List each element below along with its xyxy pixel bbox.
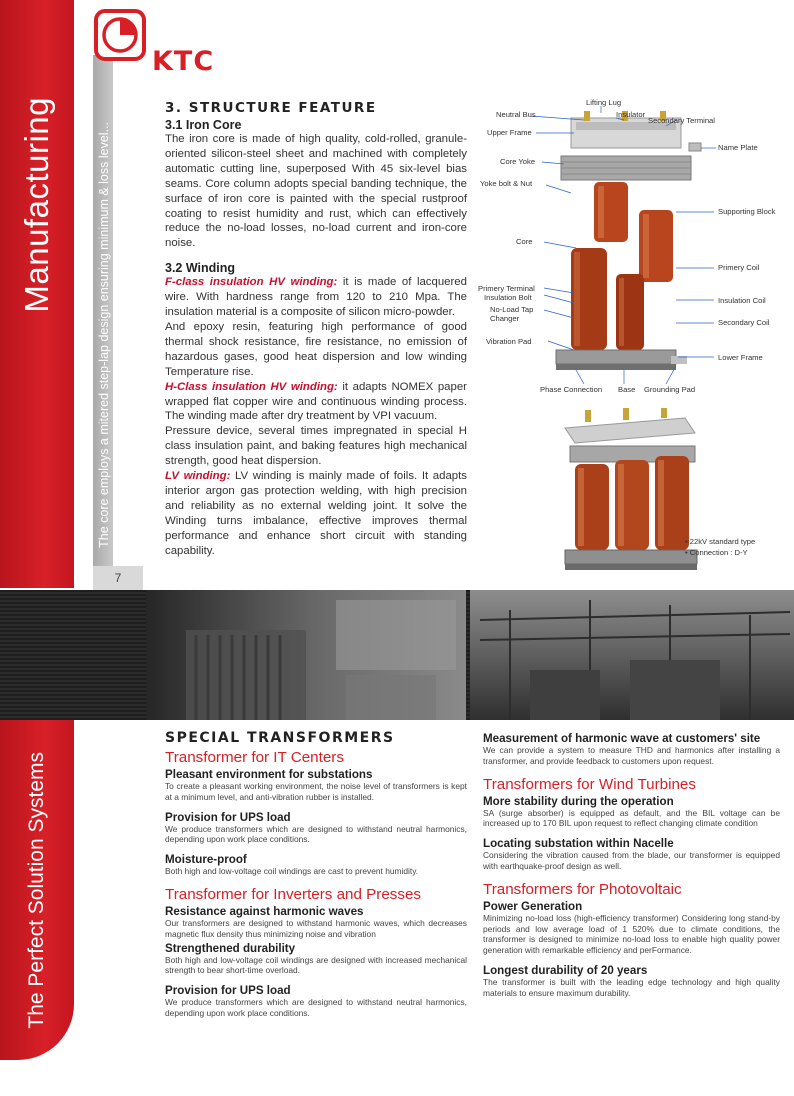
lv-text: LV winding is mainly made of foils. It adapts interior argon gas protection welding, with high precision and reliability as no external welding joint. It solve the Winding turns imbalance, effective improves thermal performance and enhance short circuit with standing capability. [165,470,468,557]
label-primery-terminal: Primery Terminal [478,284,535,293]
epoxy-paragraph: And epoxy resin, featuring high performance of good thermal shock resistance, fire resistance, no emission of hazardous gases, good heat dispersion and low winding Temperature rise. [165,320,467,378]
measurement-text: We can provide a system to measure THD and harmonics after installing a transformer, and provide feedback to customers upon request. [483,745,780,766]
spec-list [685,536,755,558]
label-supporting-block: Supporting Block [718,207,776,216]
inv-text1: Our transformers are designed to withstand harmonic waves, which decreases magnetic flux density thus minimizing noise and vibration [165,917,467,939]
f-class-text: it is made of lacquered wire. With hardness range from 120 to 210 Mpa. The insulation material is a composite of silicon micro-powder. [165,276,467,319]
inv-sub3: Provision for UPS load [165,984,291,998]
measurement-sub: Measurement of harmonic wave at customers' site [483,732,761,745]
inv-sub1: Resistance against harmonic waves [165,904,364,918]
h-class-paragraph [165,380,467,425]
label-base: Base [618,385,636,394]
special-transformers-left [165,730,467,1019]
pv-heading: Transformers for Photovoltaic [483,880,682,898]
section-label-manufacturing: Manufacturing [18,97,55,313]
it-heading: Transformer for IT Centers [165,749,344,766]
section-title: 3. STRUCTURE FEATURE [165,100,377,116]
h-class-text: it adapts NOMEX paper wrapped flat copper wire and continuous winding process. The winding made after dry treatment by VPI vacuum. [165,380,467,423]
it-sub1: Pleasant environment for substations [165,768,373,781]
lv-label: LV winding: [165,470,231,483]
assembled-transformer-image [545,408,705,573]
wind-sub1: More stability during the operation [483,794,674,808]
it-text2: We produce transformers which are designed to withstand neutral harmonics, depending upon work place conditions. [165,823,467,845]
spec-connection: • Connection : D-Y [685,548,748,557]
f-class-paragraph [165,275,467,320]
label-secondary-terminal: Secondary Terminal [648,116,715,125]
label-lower-frame: Lower Frame [718,353,763,362]
wind-heading: Transformers for Wind Turbines [483,775,696,793]
core-tagline: The core employs a mitered step-lap design ensuring minimum & loss level... [97,122,111,548]
label-vibration-pad: Vibration Pad [486,337,532,346]
iron-core-heading: 3.1 Iron Core [165,118,242,132]
structure-feature-section [165,100,467,558]
pv-text1: Minimizing no-load loss (high-efficiency transformer) Considering long stand-by periods and low average load of 1 520% due to climate conditions, the transformer is designed to minimize no-load loss to enable high quality power generation with remarkable efficiency and perFormance. [483,912,780,956]
label-name-plate: Name Plate [718,143,758,152]
h-class-label: H-Class insulation HV winding: [165,380,338,393]
transformer-exploded-diagram [476,98,794,398]
label-insulation-bolt: Insulation Bolt [484,293,532,302]
brand-name: KTC [152,46,215,77]
label-lifting-lug: Lifting Lug [586,98,622,107]
pv-sub2: Longest durability of 20 years [483,963,648,977]
label-core: Core [516,237,533,246]
label-yoke-bolt: Yoke bolt & Nut [480,179,533,188]
label-insulation-coil: Insulation Coil [718,296,766,305]
spec-standard-type: • 22kV standard type [685,537,756,546]
slogan-perfect-solution: The Perfect Solution Systems [25,751,48,1029]
f-class-label: F-class insulation HV winding: [165,276,338,289]
winding-heading: 3.2 Winding [165,261,236,276]
label-primery-coil: Primery Coil [718,263,760,272]
wind-sub2: Locating substation within Nacelle [483,837,674,851]
label-neutral-bus: Neutral Bus [496,110,536,119]
factory-photo [146,590,466,720]
pv-sub1: Power Generation [483,899,583,913]
pv-text2: The transformer is built with the leading edge technology and high quality materials to ensure maximum durability. [483,976,780,998]
lv-paragraph [165,469,467,558]
ktc-logo-icon [93,8,147,62]
wind-text2: Considering the vibration caused from the blade, our transformer is equipped with earthquake-proof design as well. [483,850,780,871]
special-title: SPECIAL TRANSFORMERS [165,730,395,746]
iron-core-text: The iron core is made of high quality, cold-rolled, granule-oriented silicon-steel sheet and machined with completely automatic cutting line, superposed With 45 six-level bias seams. Core column adopts special banding technique, the surface of iron core is painted with the special rustproof coating to resist humidity and rust, which can effectively reduce the no-load losses, no-load current and iron-core noise. [165,133,467,250]
label-no-load-tap: No-Load Tap [490,305,534,314]
pressure-paragraph: Pressure device, several times impregnated in special H class insulation paint, and baking features high mechanical strength, good heat dispersion. [165,425,467,468]
label-changer: Changer [490,314,520,323]
wind-text1: SA (surge absorber) is equipped as default, and the BIL voltage can be increased up to 170 BIL upon request to reflect changing climate condition [483,807,780,829]
it-sub3: Moisture-proof [165,853,247,867]
side-band-gap [74,0,93,588]
inv-sub2: Strengthened durability [165,941,296,955]
label-core-yoke: Core Yoke [500,157,536,166]
it-text3: Both high and low-voltage coil windings are cast to prevent humidity. [165,866,419,877]
inv-text3: We produce transformers which are designed to withstand neutral harmonics, depending upon work place conditions. [165,997,467,1018]
label-phase-connection: Phase Connection [540,385,603,394]
inv-text2: Both high and low-voltage coil windings are designed with increased mechanical strength to bear short-time overload. [165,954,467,976]
special-transformers-right [483,730,780,999]
page-number: 7 [93,566,143,590]
label-grounding-pad: Grounding Pad [644,385,696,394]
it-text1: To create a pleasant working environment, the noise level of transformers is kept at a minimum level, and anti-vibration rubber is installed. [165,781,467,802]
label-secondary-coil: Secondary Coil [718,318,770,327]
it-sub2: Provision for UPS load [165,810,291,824]
label-insulator: Insulator [616,110,646,119]
substation-photo [470,590,794,720]
inverters-heading: Transformer for Inverters and Presses [165,885,422,903]
label-upper-frame: Upper Frame [487,128,532,137]
